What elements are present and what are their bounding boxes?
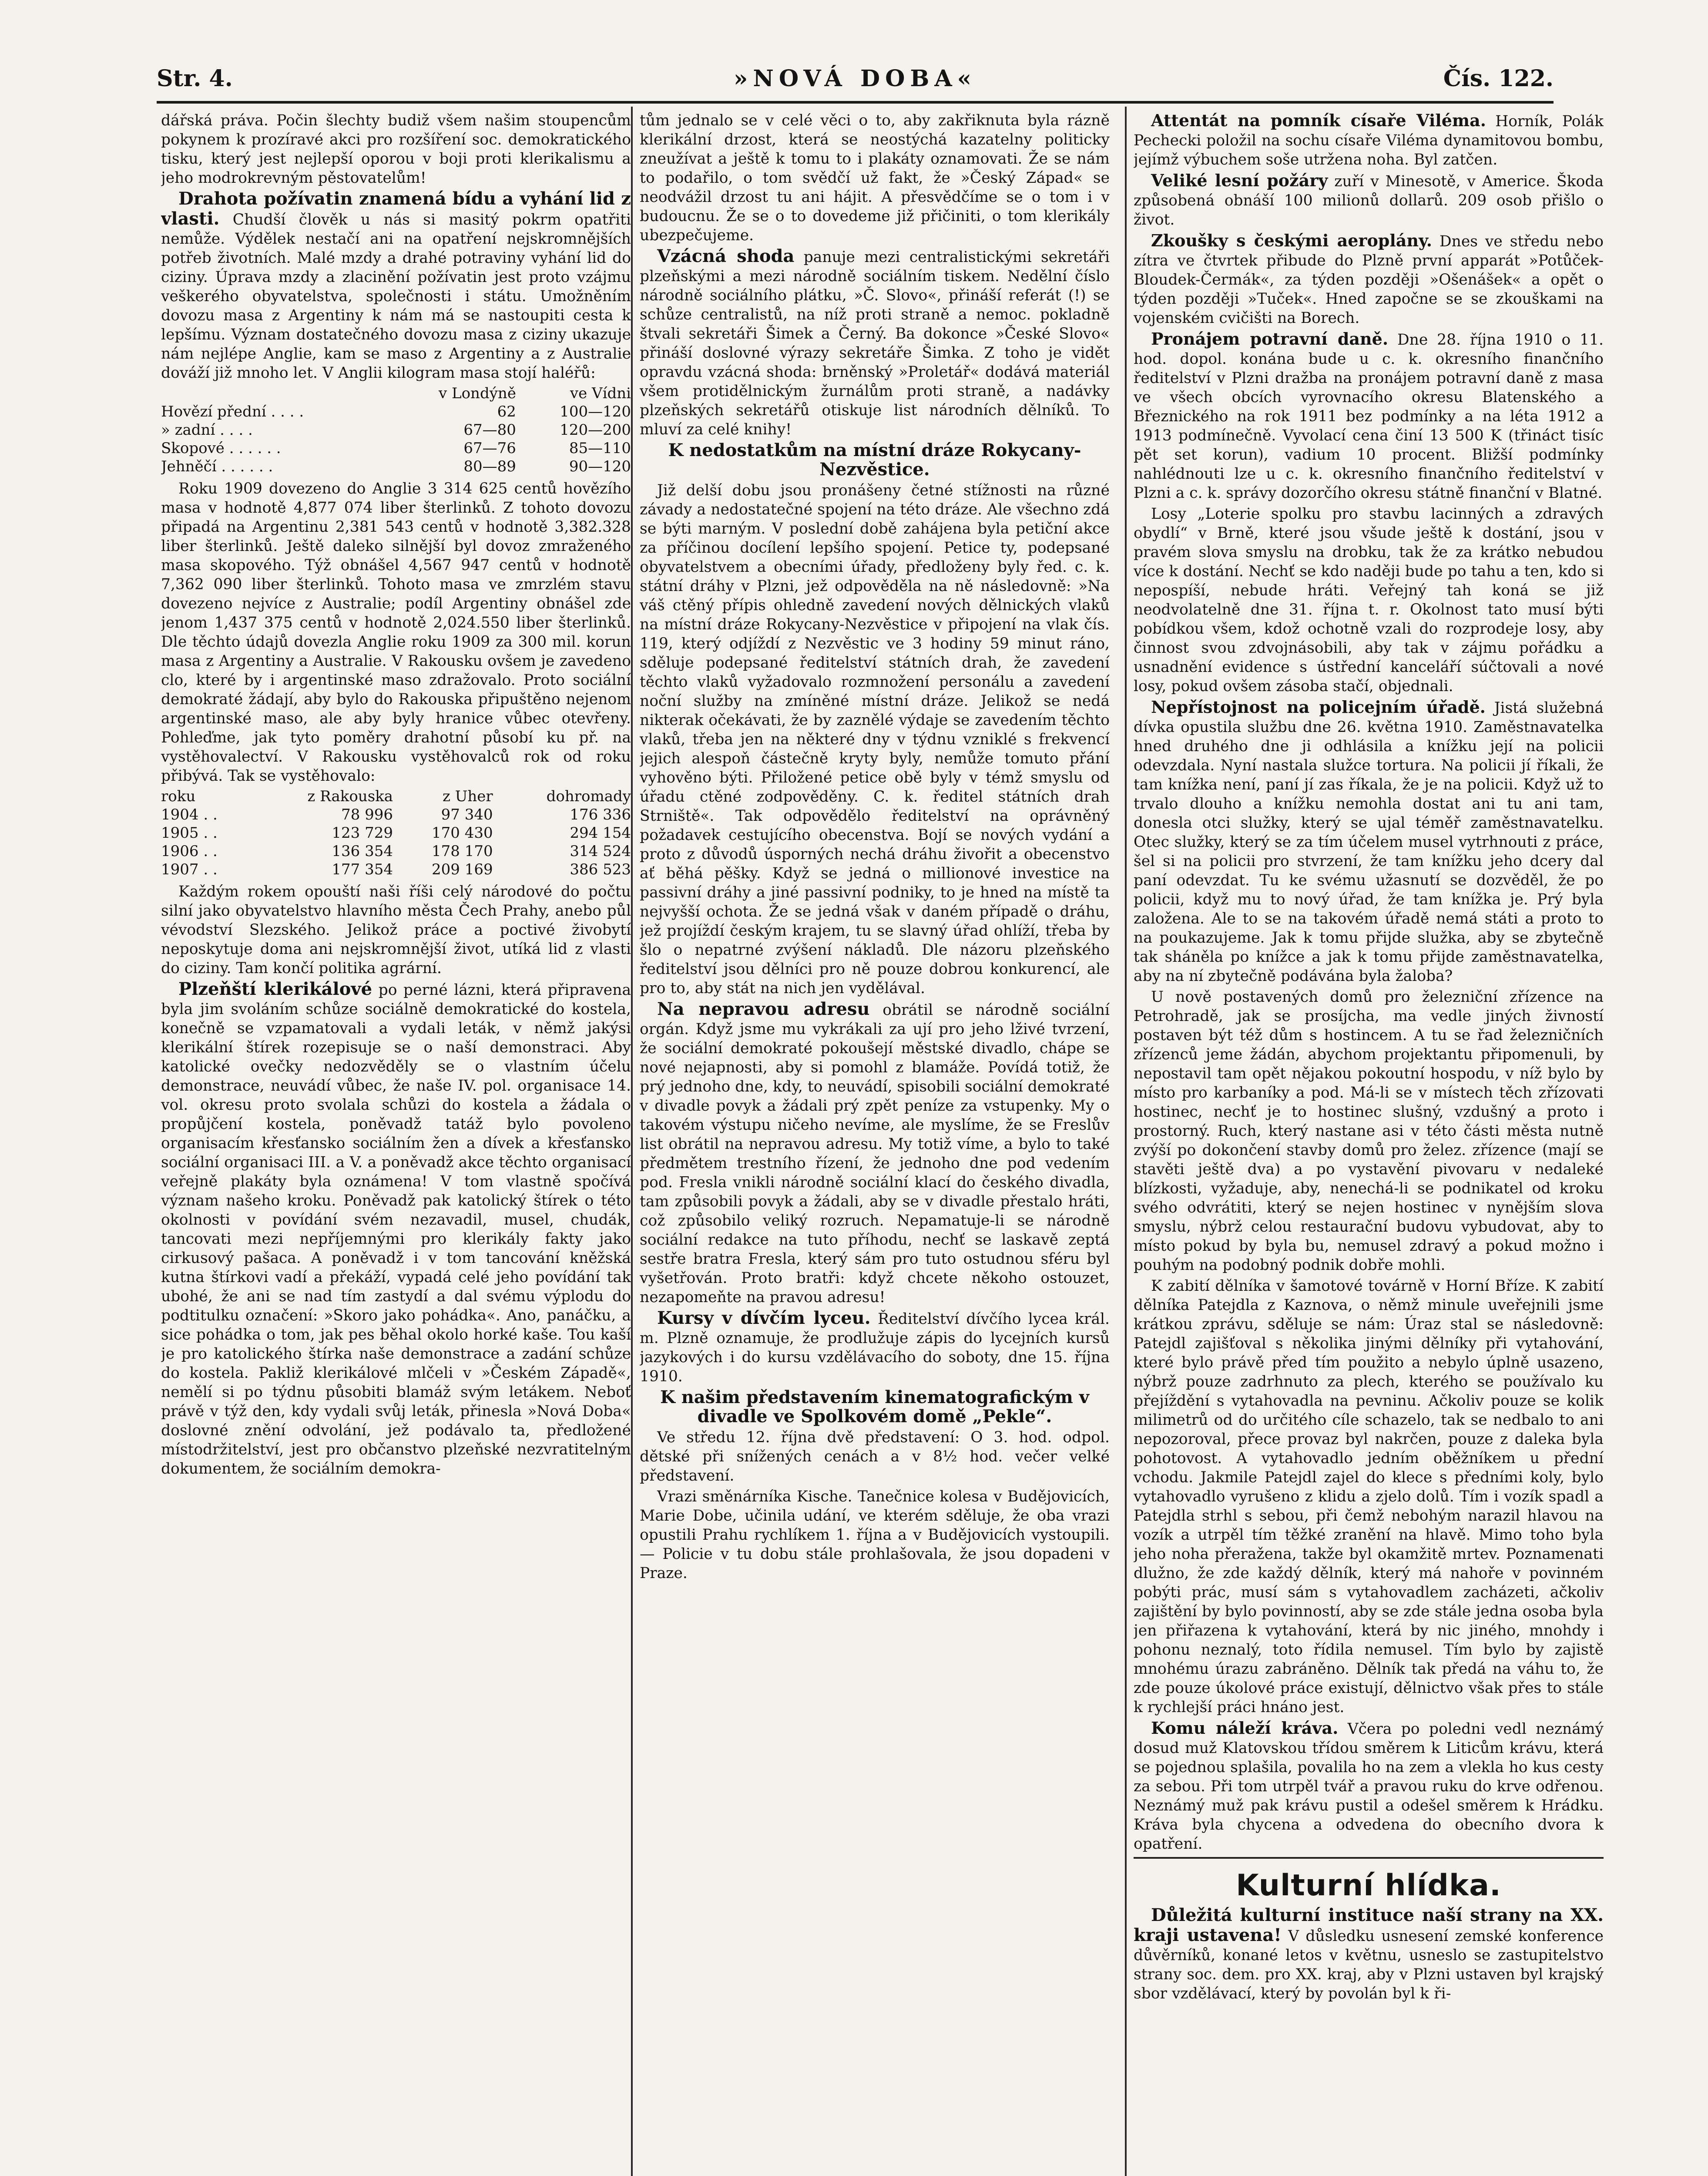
article-headline: Drahota požívatin znamená bídu a vyhání lid z vlasti. bbox=[161, 188, 631, 229]
article-paragraph: Ve středu 12. října dvě představení: O 3. hod. odpol. dětské při snížených cenách a v 8½ hod. večer velké představení. bbox=[640, 1429, 1110, 1484]
table-cell: 85—110 bbox=[569, 440, 631, 457]
article-paragraph: U nově postavených domů pro železniční zřízence na Petrohradě, jak se prosíjcha, ma vedle jiných živností postaven být též dům s hostincem. A tu se řad železničních zřízenců jeme žádán, abychom projektantu připomenuli, by nepostavil tam opět nějakou pokoutní hospodu, v níž bylo by místo pro karbaníky a pod. Má-li se v místech těch zřízovati hostinec, nechť je to hostinec slušný, vzdušný a proto i prostorný. Ruch, který nastane asi v této části města nutně zvýší po dokončení stavby domů pro želez. zřízence (mají se stavěti ještě dva) a po vystavění pivovaru v nedaleké blízkosti, vyžaduje, aby, nenechá-li se podnikatel od kroku svého odvrátiti, který se nejen hostinec v nynějším slova smyslu, nýbrž celou restaurační budovu vybudovat, aby to místo pokud by byla bu, nemusel zdravý a pokud možno i pouhým na podobný podnik dobře mohli. bbox=[1134, 988, 1604, 1274]
table-header-row bbox=[161, 384, 631, 403]
article-nepristojnost bbox=[1134, 698, 1604, 986]
table-cell: Hovězí přední . . . . bbox=[161, 403, 304, 420]
article-text: panuje mezi centralistickými sekretáři plzeňskými a mezi národně sociálním tiskem. Nedělní číslo národně sociálního plátku, »Č. Slovo«, přináší referát (!) se schůze centralistů, na níž proti straně a nemoc. pokladně štvali sekretáři Šimek a Černý. Ba dokonce »České Slovo« přináší doslovné výrazy sekretáře Šimka. Z toho je vidět opravdu vzácná shoda: brněnský »Proletář« dodává materiál všem protidělnickým žurnálům proti straně, a nadávky plzeňských sekretářů otiskuje list národních dělníků. To mluví za celé knihy! bbox=[640, 248, 1110, 438]
table-cell: 170 430 bbox=[432, 824, 493, 842]
article-text: Včera po poledni vedl neznámý dosud muž Klatovskou třídou směrem k Liticům krávu, která se pojednou splašila, povalila ho na zem a vlekla ho kus cesty za sebou. Při tom utrpěl tvář a pravou ruku do krve odřenou. Neznámý muž pak krávu pustil a odešel směrem k Hrádku. Kráva byla chycena a odvedena do obecního dvora k opatření. bbox=[1134, 1720, 1604, 1853]
table-cell: 314 524 bbox=[570, 843, 631, 860]
table-row bbox=[161, 824, 631, 842]
article-kursy bbox=[640, 1309, 1110, 1386]
article-headline: Attentát na pomník císaře Viléma. bbox=[1151, 111, 1486, 130]
article-headline: Zkoušky s českými aeroplány. bbox=[1151, 231, 1433, 250]
article-text: po perné lázni, která připravena byla jim svoláním schůze sociálně demokratické do kostela, konečně se vzpamatovali a vydali leták, v němž jakýsi klerikální štírek rozepisuje se o naší demonstraci. Aby katolické ovečky nedozvěděly se o vlastním účelu demonstrace, neuvádí vůbec, že naše IV. pol. organisace 14. vol. okresu proto svolala schůzi do kostela a žádala o propůjčení kostela, poněvadž tatáž bylo povoleno organisacím křesťansko sociálním žen a dívek a křesťansko sociální organisaci III. a V. a poněvadž akce těchto organisací veřejně plakáty byla oznámena! V tom vlastně spočívá význam našeho kroku. Poněvadž pak katolický štírek o této okolnosti v povídání svém nezavadil, musel, chudák, tancovati mezi nepříjemnými pro klerikály fakty jako cirkusový pašaca. A poněvadž i v tom tancování kněžská kutna štírkovi vadí a překáží, vypadá celé jeho povídání tak ubohé, že ani se nad tím zastydí a dal svému výplodu do podtitulku označení: »Skoro jako pohádka«. Ano, panáčku, a sice pohádka o tom, jak pes běhal okolo horké kaše. Tou kaší je pro katolického štírka naše demonstrace a zadání schůze do kostela. Pakliž klerikálové mlčeli v »Českém Západě«, nemělí si po týdnu působiti blamáž svým letákem. Neboť právě v týž den, kdy vydali svůj leták, přinesla »Nová Doba« doslovné znění odvolání, jež podávalo ta, předložené místodržitelství, jest pro občanstvo plzeňské nezvratitelným dokumentem, že sociálním demokra- bbox=[161, 981, 631, 1478]
table-cell: Skopové . . . . . . bbox=[161, 440, 281, 457]
table-row bbox=[161, 421, 631, 439]
table-header-cell: dohromady bbox=[546, 788, 631, 805]
article-paragraph: K zabití dělníka v šamotové továrně v Horní Bříze. K zabití dělníka Patejdla z Kaznova, o němž minule uveřejnili jsme krátkou zprávu, sděluje se nám: Úraz stal se následovně: Patejdl zajišťoval s několika jinými dělníky při vytahování, které bylo právě před tím použito a nebylo úplně usazeno, nýbrž pouze zadrhnuto za plech, kterého se používalo ku přejíždění s vytahovadla na pevninu. Ačkoliv pouze se kolik milimetrů od do určitého cíle schazelo, tak se nedbalo to ani nepozoroval, přece provaz byl nakrčen, pouze z daleka byla pohotovost. A vytahovadlo jedním oběžníkem u přední vchodu. Jakmile Patejdl zajel do klece s předními koly, bylo vytahovadlo vyrušeno z klidu a zjelo dolů. Tím i vozík spadl a Patejdla strhl s sebou, při čemž nebohým narazil hlavou na vozík a utrpěl tím těžké zranění na hlavě. Mimo toho byla jeho noha přeražena, takže byl okamžitě mrtev. Poznamenati dlužno, že zde každý dělník, který má nahoře v povinném pobýti prác, musí sám s vytahovadlem zacházeti, ačkoliv zajištění by bylo povinností, aby se zde stále jedna osoba byla jen přiřazena k vytahování, která by nic jiného, mnohdy i pohonu neznalý, toto řídila nemusel. Tím bylo by zajistě mnohému úrazu zabráněno. Dělník tak předá na váhu to, že zde pouze úkolové práce existují, dělnictvo však přes to stále k rychlejší práci hnáno jest. bbox=[1134, 1277, 1604, 1716]
article-headline: Komu náleží kráva. bbox=[1151, 1718, 1339, 1738]
table-row bbox=[161, 403, 631, 421]
table-cell: 1906 . . bbox=[161, 843, 218, 860]
article-text: zuří v Minesotě, v Americe. Škoda způsobená obnáší 100 milionů dollarů. 209 osob přišlo o život. bbox=[1134, 173, 1604, 228]
table-cell: » zadní . . . . bbox=[161, 421, 253, 439]
header-rule bbox=[157, 101, 1554, 104]
article-plzensti-klerikalove bbox=[161, 980, 631, 1478]
table-header-cell: ve Vídni bbox=[570, 385, 631, 402]
article-text: Jistá služebná dívka opustila službu dne 26. května 1910. Zaměstnavatelka hned druhého dne ji odhlásila a knížku její na policii odevzdala. Nyní nastala služce tortura. Na policii jí říkali, že tam knížka není, paní jí zas říkala, že je na policii. Když už to trvalo dlouho a knížku nemohla dostat ani tu ani tam, donesla otci služky, který se ujal téměř zaměstnavatelku. Otec služky, který se za tím účelem musel vytrhnouti z práce, šel si na policii pro stvrzení, že tam knížku jeho dcery dal paní odevzdat. Tu ke svému užasnutí se dozvěděl, že po policii, když mu to nový úřad, že tam knížka je. Prý byla založena. Ale to se na takovém úřadě nemá státi a proto to na poukazujeme. Jak k tomu přijde služka, aby se zbytečně tak sháněla po knížce a jak k tomu přijde zaměstnavatelka, aby na ní zbytečně podávána byla žaloba? bbox=[1134, 699, 1604, 985]
page-number-left: Str. 4. bbox=[157, 65, 233, 92]
article-paragraph: Vrazi směnárníka Kische. Tanečnice kolesa v Budějovicích, Marie Dobe, učinila udání, ve kterém sděluje, že oba vrazi opustili Prahu rychlíkem 1. října a v Budějovicích vystoupili. — Policie v tu dobu stále prohlašovala, že jsou dopadeni v Praze. bbox=[640, 1488, 1110, 1582]
table-cell: 209 169 bbox=[432, 861, 493, 878]
article-text: Dne 28. října 1910 o 11. hod. dopol. konána bude u c. k. okresního finančního ředitelství v Plzni dražba na pronájem potravní daně z masa ve všech obcích vyrovnacího okresu Blatenského a Březnického na rok 1911 bez podmínky a na léta 1912 a 1913 podmínečně. Vyvolací cena činí 13 500 K (třináct tisíc pět set korun), vadium 10 procent. Bližší podmínky nahlédnouti lze u c. k. okresního finančního ředitelství v Plzni a c. k. správy dozorčího okresu státně finanční v Blatné. bbox=[1134, 331, 1604, 502]
article-headline: Na nepravou adresu bbox=[657, 999, 870, 1019]
meat-price-table bbox=[161, 384, 631, 476]
table-cell: 136 354 bbox=[332, 843, 393, 860]
article-kulturni-instituce bbox=[1134, 1906, 1604, 2003]
table-row bbox=[161, 842, 631, 860]
article-paragraph: Roku 1909 dovezeno do Anglie 3 314 625 centů hovězího masa v hodnotě 4,877 074 liber šterlinků. Z tohoto dovozu připadá na Argentinu 2,381 543 centů v hodnotě 3,382.328 liber šterlinků. Ještě daleko silnější byl dovoz zmraženého masa skopového. Týž obnášel 4,567 947 centů v hodnotě 7,362 090 liber šterlinků. Tohoto masa ve zmrzlém stavu dovezeno nejvíce z Australie; podíl Argentiny obnášel zde jenom 1,437 375 centů v hodnotě 2,024.550 liber šterlinků. Dle těchto údajů dovezla Anglie roku 1909 za 300 mil. korun masa z Argentiny a Australie. V Rakousku ovšem je zavedeno clo, které by i argentinské maso zdražovalo. Proto sociální demokraté žádají, aby bylo do Rakouska připuštěno nejenom argentinské maso, ale aby byly hranice vůbec otevřeny. Pohleďme, jak tyto poměry drahotní působí ku př. na vystěhovalectví. V Rakousku vystěhovalců rok od roku přibývá. Tak se vystěhovalo: bbox=[161, 480, 631, 785]
page-header bbox=[157, 65, 1554, 100]
column-divider-1 bbox=[631, 107, 633, 2176]
table-cell: 386 523 bbox=[570, 861, 631, 878]
table-cell: 177 354 bbox=[332, 861, 393, 878]
article-paragraph: dářská práva. Počin šlechty budiž všem našim stoupencům pokynem k prozíravé akci pro rozšíření soc. demokratického tisku, který jest nejlepší oporou v boji proti klerikalismu a jeho modrokrevným pěstovatelům! bbox=[161, 112, 631, 187]
article-headline: Pronájem potravní daně. bbox=[1151, 329, 1389, 349]
article-paragraph: Každým rokem opouští naši říši celý národové do počtu silní jako obyvatelstvo hlavního města Čech Prahy, anebo půl vévodství Slezského. Jelikož práce a poctivé živobytí neposkytuje doma ani nejskromnější život, utíká lid z vlasti do ciziny. Tam končí politika agrární. bbox=[161, 883, 631, 977]
table-cell: 176 336 bbox=[570, 806, 631, 823]
column-2 bbox=[640, 111, 1110, 2176]
column-1 bbox=[161, 111, 631, 2176]
table-row bbox=[161, 439, 631, 457]
article-text: Ředitelství dívčího lycea král. m. Plzně oznamuje, že prodlužuje zápis do lycejních kursů jazykových i do kursu vzdělávacího do soboty, dne 15. října 1910. bbox=[640, 1310, 1110, 1385]
article-text: obrátil se národně sociální orgán. Když jsme mu vykrákali za ují pro jeho lživé tvrzení, že sociální demokraté pokoušejí městské divadlo, chápe se nové nejapnosti, aby si pomohl z blamáže. Povídá totiž, že prý jednoho dne, kdy, to neuvádí, spisobili sociální demokraté v divadle povyk a žádali prý zpět peníze za vstupenky. My o takovém výstupu ničeho nevíme, ale myslíme, že se Freslův list obrátil na nepravou adresu. My totiž víme, a bylo to také předmětem trestního řízení, že jednoho dne pod vedením pod. Fresla vnikli národně sociální klací do českého divadla, tam způsobili povyk a žádali, aby se v divadle přestalo hráti, což způsobilo veliký rozruch. Nepamatuje-li se národně sociální redakce na tuto příhodu, nechť se laskavě zeptá sestře bratra Fresla, který sám pro tuto ostudnou sféru byl vyšetřován. Proto bratři: když chcete někoho ostouzet, nezapomeňte na pravou adresu! bbox=[640, 1001, 1110, 1306]
table-cell: 123 729 bbox=[332, 824, 393, 842]
table-cell: 90—120 bbox=[569, 458, 631, 475]
table-header-cell bbox=[161, 384, 391, 403]
table-row bbox=[161, 860, 631, 879]
column-3 bbox=[1134, 111, 1604, 2176]
article-aeroplany bbox=[1134, 231, 1604, 328]
article-paragraph: Již delší dobu jsou pronášeny četné stížnosti na různé závady a nedostatečné spojení na této dráze. Ale všechno zdá se býti marným. V poslední době zahájena byla petiční akce za příčinou docílení lepšího spojení. Petice ty, podepsané obyvatelstvem a obecními úřady, předloženy byly řed. c. k. státní dráhy v Plzni, jež odpověděla na ně následovně: »Na váš ctěný přípis ohledně zavedení nových dělnických vlaků na místní dráze Rokycany-Nezvěstice v připojení na vlak čís. 119, který odjíždí z Nezvěstic ve 3 hodiny 59 minut ráno, sděluje podepsané ředitelství státních drah, že zavedení těchto vlaků vyžadovalo rozmnožení personálu a zavedení noční služby na zmíněné místní dráze. Jelikož se nedá nikterak očekávati, že by zaznělé výdaje se zavedením těchto vlaků, třeba jen na některé dny v týdnu vzniklé s frekvencí jejich alespoň částečně kryty byly, nemůže tomuto přání vyhověno býti. Přiložené petice obě byly v témž smyslu od úřadu ctěné zodpověděny. C. k. ředitel státních drah Strniště«. Tak odpovědělo ředitelství na oprávněný požadavek cestujícího obecenstva. Bojí se nových vydání a proto z důvodů úsporných nechá dráhu živořit a obecenstvo ať běhá pěšky. Když se jedná o millionové investice na passivní dráhy a jiné passivní podniky, to je hned na místě ta nejvyšší ochota. Že se jedná však v daném případě o dráhu, jež projíždí českým krajem, tu se slavný úřad ohlíží, třeba by šlo o nepatrné zvýšení nákladů. Dle názoru plzeňského ředitelství jsou dělníci pro ně pouze dobrou konkurencí, ale pro to, aby stát na nich jen vydělával. bbox=[640, 482, 1110, 997]
table-cell: 67—76 bbox=[463, 440, 516, 457]
article-attentat bbox=[1134, 111, 1604, 169]
article-text: V důsledku usnesení zemské konference důvěrníků, konané letos v květnu, usneslo se zastupitelstvo strany soc. dem. pro XX. kraj, aby v Plzni ustaven byl krajský sbor vzdělávací, který by povolán byl k ři- bbox=[1134, 1928, 1604, 2002]
article-krava bbox=[1134, 1719, 1604, 1854]
article-pozary bbox=[1134, 171, 1604, 229]
table-cell: 120—200 bbox=[560, 421, 631, 439]
article-headline: K nedostatkům na místní dráze Rokycany-Nezvěstice. bbox=[668, 440, 1081, 480]
section-divider bbox=[1134, 1857, 1604, 1859]
article-nepravou-adresu bbox=[640, 1000, 1110, 1307]
table-cell: 67—80 bbox=[463, 421, 516, 439]
issue-number: Čís. 122. bbox=[1443, 65, 1554, 92]
table-header-cell: z Rakouska bbox=[307, 788, 393, 805]
emigration-table bbox=[161, 787, 631, 879]
table-cell: 80—89 bbox=[463, 458, 516, 475]
table-cell: 1904 . . bbox=[161, 806, 218, 823]
table-cell: 78 996 bbox=[341, 806, 393, 823]
column-divider-2 bbox=[1125, 107, 1127, 2176]
table-header-row bbox=[161, 787, 631, 806]
article-text: Chudší člověk u nás si masitý pokrm opatřiti nemůže. Výdělek nestačí ani na opatření nejskromnějších potřeb životních. Malé mzdy a drahé potraviny vyhání lid do ciziny. Úprava mzdy a zlacinění požívatin jest proto vzájmu veškerého obyvatelstva, společnosti i státu. Umožněním dovozu masa z Argentiny k nám má se nastoupiti cesta k lepšímu. Význam dostatečného dovozu masa z ciziny ukazuje nám nejlépe Anglie, kam se maso z Argentiny a z Australie dováží již mnoho let. V Anglii kilogram masa stojí haléřů: bbox=[161, 211, 631, 382]
article-text: Dnes ve středu nebo zítra ve čtvrtek přibude do Plzně první apparát »Potůček-Bloudek-Čermák«, za týden později »Ošenášek« a opět o týden později »Tuček«. Hned započne se se zkouškami na vojenském cvičišti na Borech. bbox=[1134, 233, 1604, 327]
article-paragraph: Losy „Loterie spolku pro stavbu lacinných a zdravých obydlí“ v Brně, které jsou všude ještě k dostání, jsou v pravém slova smyslu na drobku, tak že za krátko nebudou více k dostání. Nechť se kdo naději bude po tahu a ten, kdo si nepospíší, nebude hráti. Veřejný tah koná se již neodvolatelně dne 31. října t. r. Okolnost tato musí býti pobídkou všem, kdož ochotně vzali do rozprodeje losy, aby činnost svou zdvojnásobili, aby tak v zájmu pořádku a usnadnění evidence s ústřední kanceláří súčtovali a nové losy, pokud ovšem zásoba stačí, objednali. bbox=[1134, 505, 1604, 695]
article-drahota bbox=[161, 189, 631, 383]
article-headline: K našim představením kinematografickým v divadle ve Spolkovém domě „Pekle“. bbox=[660, 1387, 1089, 1427]
table-cell: 294 154 bbox=[570, 824, 631, 842]
article-headline: Důležitá kulturní instituce naší strany na XX. kraji ustavena! bbox=[1134, 1905, 1604, 1945]
table-header-cell: z Uher bbox=[442, 788, 493, 805]
article-headline: Nepřístojnost na policejním úřadě. bbox=[1151, 697, 1486, 717]
table-cell: 178 170 bbox=[432, 843, 493, 860]
article-headline: Veliké lesní požáry bbox=[1151, 171, 1328, 190]
table-row bbox=[161, 806, 631, 824]
table-cell: 62 bbox=[497, 403, 516, 420]
table-cell: 1905 . . bbox=[161, 824, 218, 842]
article-headline: Kursy v dívčím lyceu. bbox=[657, 1308, 871, 1328]
article-vzacna-shoda bbox=[640, 247, 1110, 439]
table-row bbox=[161, 457, 631, 476]
article-headline: Vzácná shoda bbox=[657, 246, 795, 266]
table-cell: Jehněčí . . . . . . bbox=[161, 458, 273, 475]
table-cell: 1907 . . bbox=[161, 861, 218, 878]
section-title-kulturni-hlidka: Kulturní hlídka. bbox=[1236, 1868, 1501, 1903]
masthead-title: »NOVÁ DOBA« bbox=[733, 65, 977, 92]
article-paragraph: tům jednalo se v celé věci o to, aby zakřiknuta byla rázně klerikální drzost, která se neostýchá kazatelny politicky zneužívat a ještě k tomu to i plakáty oznamovati. Že se nám to podařilo, o tom svědčí už fakt, že »Český Západ« se neodvážil drzost tu ani hájit. A přesvědčíme se o tom i v budoucnu. Že se o to dovedeme již přičiniti, o tom klerikály ubezpečujeme. bbox=[640, 112, 1110, 244]
article-text: Horník, Polák Pechecki položil na sochu císaře Viléma dynamitovou bombu, jejímž výbuchem soše utržena noha. Byl zatčen. bbox=[1134, 113, 1604, 168]
article-headline: Plzeňští klerikálové bbox=[178, 979, 372, 999]
table-header-cell: v Londýně bbox=[438, 385, 516, 402]
article-pronajem bbox=[1134, 329, 1604, 503]
table-cell: 100—120 bbox=[560, 403, 631, 420]
table-cell: 97 340 bbox=[441, 806, 493, 823]
table-header-cell: roku bbox=[161, 788, 196, 805]
